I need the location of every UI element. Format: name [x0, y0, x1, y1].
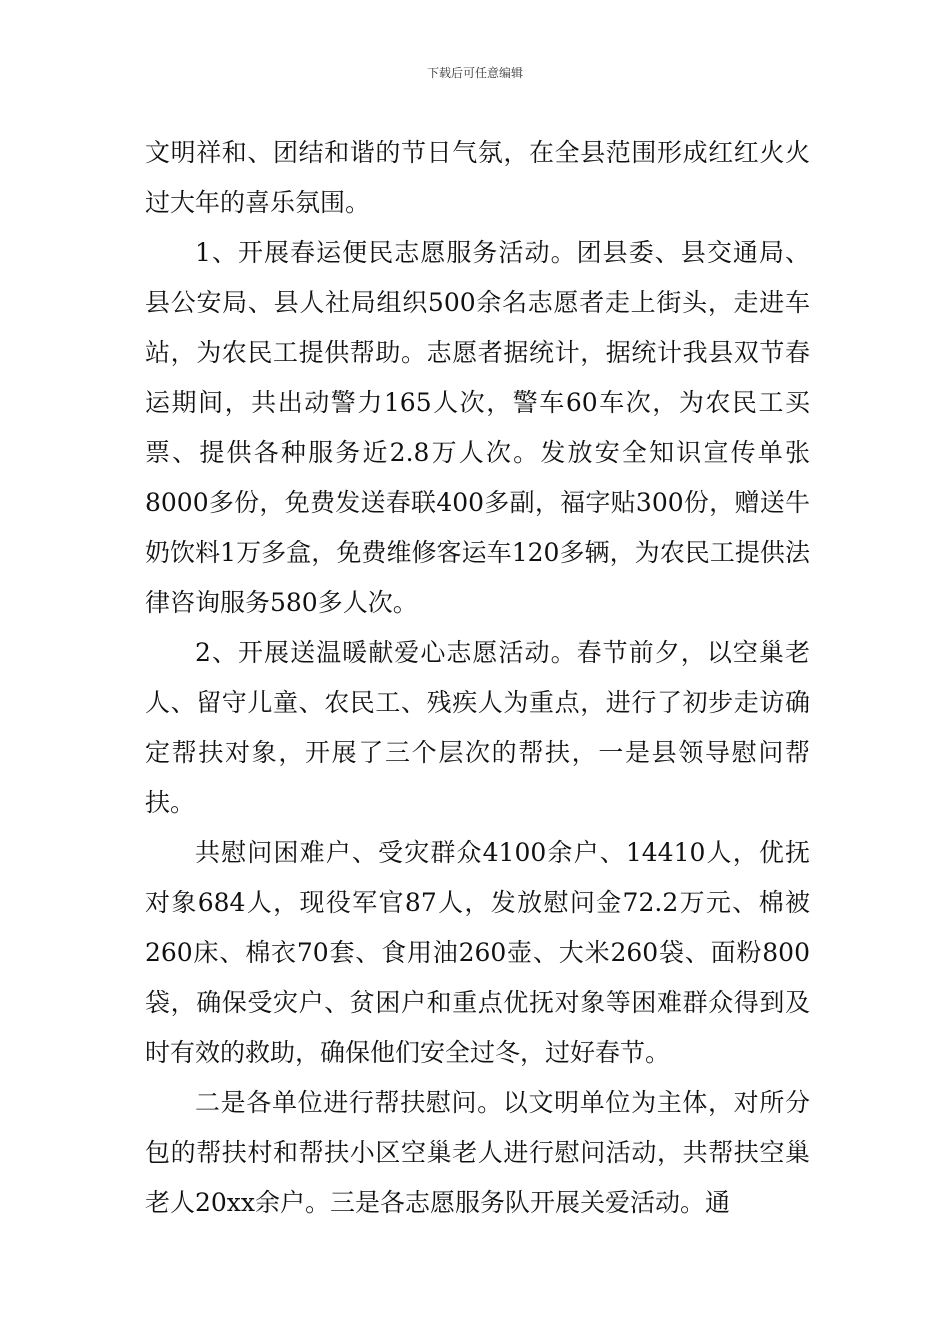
paragraph-item-2: 2、开展送温暖献爱心志愿活动。春节前夕，以空巢老人、留守儿童、农民工、残疾人为重点，进行了初步走访确定帮扶对象，开展了三个层次的帮扶，一是县领导慰问帮扶。: [145, 638, 810, 817]
header-note: 下载后可任意编辑: [426, 66, 523, 80]
paragraph-continuation: 文明祥和、团结和谐的节日气氛，在全县范围形成红红火火过大年的喜乐氛围。: [145, 138, 810, 217]
document-body: [145, 128, 810, 1228]
paragraph-unit-assistance: 二是各单位进行帮扶慰问。以文明单位为主体，对所分包的帮扶村和帮扶小区空巢老人进行慰问活动，共帮扶空巢老人20xx余户。三是各志愿服务队开展关爱活动。通: [145, 1088, 810, 1217]
paragraph-item-1: 1、开展春运便民志愿服务活动。团县委、县交通局、县公安局、县人社局组织500余名志愿者走上街头，走进车站，为农民工提供帮助。志愿者据统计，据统计我县双节春运期间，共出动警力165人次，警车60车次，为农民工买票、提供各种服务近2.8万人次。发放安全知识宣传单张8000多份，免费发送春联400多副，福字贴300份，赠送牛奶饮料1万多盒，免费维修客运车120多辆，为农民工提供法律咨询服务580多人次。: [145, 238, 810, 617]
paragraph-relief-stats: 共慰问困难户、受灾群众4100余户、14410人，优抚对象684人，现役军官87人，发放慰问金72.2万元、棉被260床、棉衣70套、食用油260壶、大米260袋、面粉800袋，确保受灾户、贫困户和重点优抚对象等困难群众得到及时有效的救助，确保他们安全过冬，过好春节。: [145, 838, 810, 1067]
